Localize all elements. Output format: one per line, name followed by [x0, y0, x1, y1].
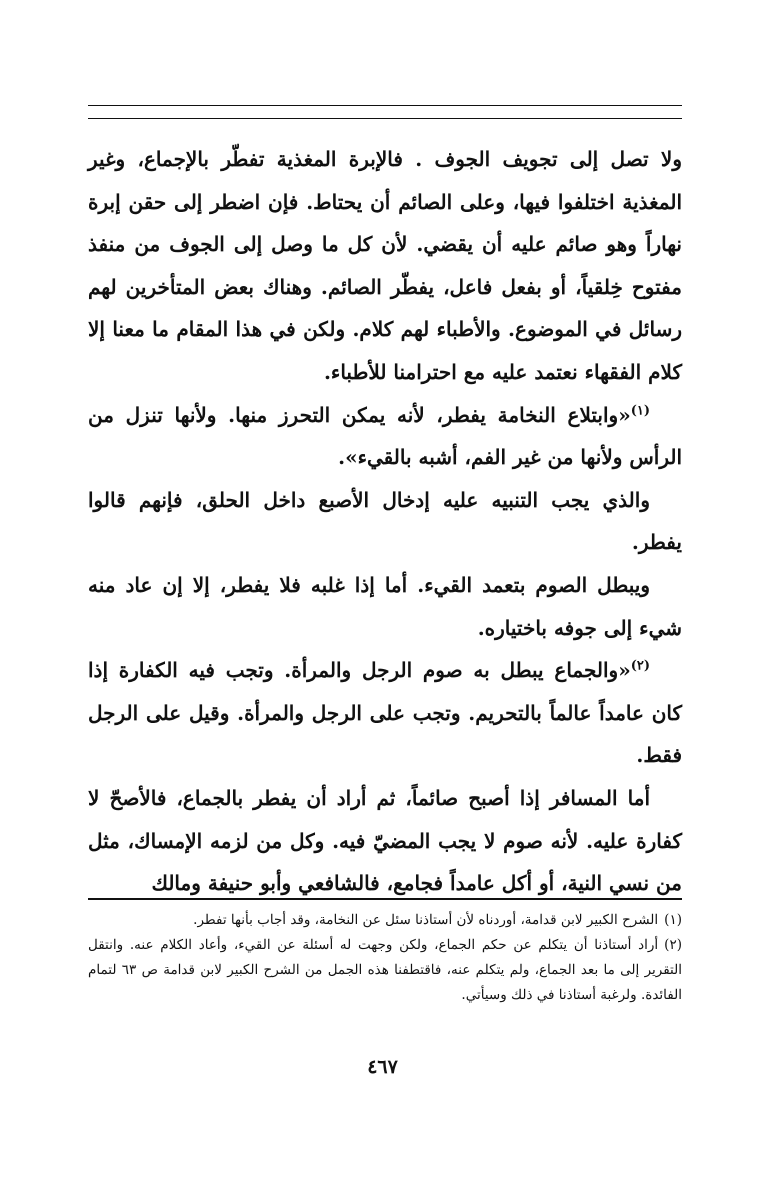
paragraph-phlegm — [88, 394, 682, 479]
footnotes — [88, 908, 682, 1008]
footnote-ref-1: (١) — [630, 402, 650, 418]
footnote-rule — [88, 898, 682, 900]
footnote-1-number: (١) — [664, 912, 682, 928]
main-text — [88, 138, 682, 905]
paragraph-injection: ولا تصل إلى تجويف الجوف . فالإبرة المغذية تفطّر بالإجماع، وغير المغذية اختلفوا فيها، وعلى الصائم أن يحتاط. فإن اضطر إلى حقن إبرة نهاراً وهو صائم عليه أن يقضي. لأن كل ما وصل إلى الجوف من منفذ مفتوح خِلقياً، أو بفعل فاعل، يفطّر الصائم. وهناك بعض المتأخرين لهم رسائل في الموضوع. والأطباء لهم كلام. ولكن في هذا المقام ما معنا إلا كلام الفقهاء نعتمد عليه مع احترامنا للأطباء. — [88, 147, 682, 384]
paragraph-intercourse-text: «والجماع يبطل به صوم الرجل والمرأة. وتجب فيه الكفارة إذا كان عامداً عالماً بالتحريم. وتجب على الرجل والمرأة. وقيل على الرجل فقط. — [88, 658, 682, 768]
paragraph-vomit: ويبطل الصوم بتعمد القيء. أما إذا غلبه فلا يفطر، إلا إن عاد منه شيء إلى جوفه باختياره. — [88, 572, 682, 640]
paragraph-intercourse — [88, 649, 682, 777]
footnote-2-text: أراد أستاذنا أن يتكلم عن حكم الجماع، ولكن وجهت له أسئلة عن القيء، وأعاد الكلام عنه. وانتقل التقرير إلى ما بعد الجماع، ولم يتكلم عنه، فاقتطفنا هذه الجمل من الشرح الكبير لابن قدامة ص ٦٣ لتمام الفائدة. ولرغبة أستاذنا في ذلك وسيأتي. — [88, 937, 682, 1003]
paragraph-phlegm-text: «وابتلاع النخامة يفطر، لأنه يمكن التحرز منها. ولأنها تنزل من الرأس ولأنها من غير الفم، أشبه بالقيء». — [88, 402, 682, 470]
footnote-1 — [88, 908, 682, 933]
footnote-1-text: الشرح الكبير لابن قدامة، أوردناه لأن أستاذنا سئل عن النخامة، وقد أجاب بأنها تفطر. — [193, 912, 659, 928]
paragraph-finger: والذي يجب التنبيه عليه إدخال الأصبع داخل الحلق، فإنهم قالوا يفطر. — [88, 487, 682, 555]
header-rule-upper — [88, 105, 682, 106]
footnote-2 — [88, 933, 682, 1008]
header-rule-lower — [88, 118, 682, 119]
paragraph-traveler: أما المسافر إذا أصبح صائماً، ثم أراد أن يفطر بالجماع، فالأصحّ لا كفارة عليه. لأنه صوم لا يجب المضيّ فيه. وكل من لزمه الإمساك، مثل من نسي النية، أو أكل عامداً فجامع، فالشافعي وأبو حنيفة ومالك — [88, 785, 682, 896]
page-number: ٤٦٧ — [367, 1056, 398, 1078]
footnote-ref-2: (٢) — [630, 658, 650, 674]
footnote-2-number: (٢) — [664, 937, 682, 953]
